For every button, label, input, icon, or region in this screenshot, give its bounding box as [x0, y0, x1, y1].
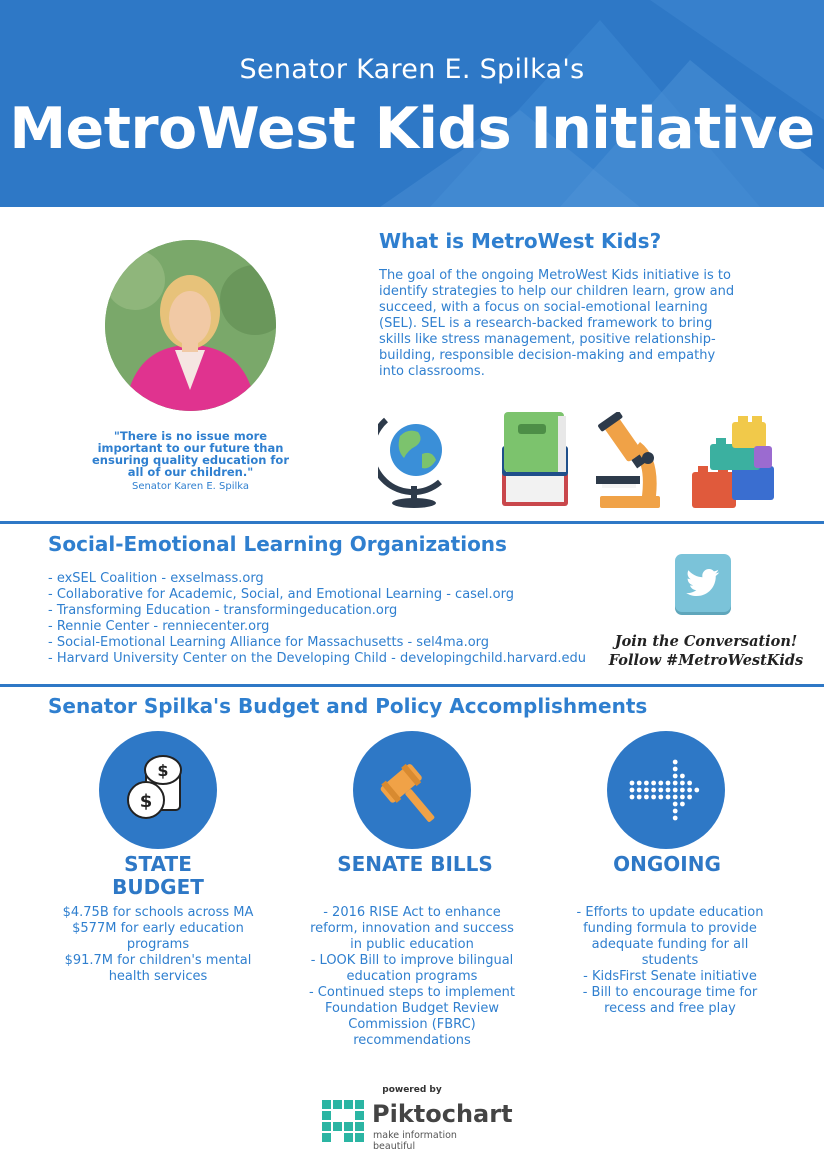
dotted-arrow-icon — [607, 731, 725, 849]
list-item: - Efforts to update education funding formula to provide adequate funding for all students — [576, 905, 764, 968]
join-line-2: Follow #MetroWestKids — [608, 652, 804, 669]
senator-portrait — [105, 240, 276, 411]
intro-heading: What is MetroWest Kids? — [379, 229, 662, 253]
header-subtitle: Senator Karen E. Spilka's — [239, 54, 585, 85]
microscope-icon — [596, 412, 664, 510]
quote-attribution: Senator Karen E. Spilka — [131, 481, 250, 492]
accomplishments-heading: Senator Spilka's Budget and Policy Accomplishments — [48, 694, 648, 718]
blocks-icon — [688, 416, 776, 512]
list-item: $577M for early education programs — [72, 921, 244, 952]
quote-text: "There is no issue more important to our future than ensuring quality education for all of our children." — [91, 429, 290, 479]
state-budget-title: STATE BUDGET — [112, 852, 204, 899]
senate-bills-title: SENATE BILLS — [337, 852, 493, 876]
senator-quote — [88, 430, 293, 492]
list-item: $91.7M for children's mental health services — [64, 953, 252, 984]
organization-item: - Social-Emotional Learning Alliance for Massachusetts - sel4ma.org — [48, 635, 490, 650]
powered-by-text: powered by — [382, 1085, 442, 1095]
twitter-icon[interactable] — [675, 554, 731, 612]
organization-item: - Harvard University Center on the Developing Child - developingchild.harvard.edu — [48, 651, 587, 666]
section-divider — [0, 684, 824, 687]
join-line-1: Join the Conversation! — [614, 633, 798, 650]
organization-item: - Rennie Center - renniecenter.org — [48, 619, 270, 634]
organization-item: - Transforming Education - transformingeducation.org — [48, 603, 398, 618]
coins-icon — [99, 731, 217, 849]
organization-item: - Collaborative for Academic, Social, and Emotional Learning - casel.org — [48, 587, 515, 602]
intro-body: The goal of the ongoing MetroWest Kids initiative is to identify strategies to help our children learn, grow and succeed, with a focus on social-emotional learning (SEL). SEL is a research-backed framework to bring skills like stress management, positive relationship-building, responsible decision-making and empathy into classrooms. — [379, 268, 735, 379]
header-title: MetroWest Kids Initiative — [9, 96, 815, 162]
piktochart-brand: Piktochart — [372, 1100, 513, 1128]
globe-icon — [378, 410, 456, 510]
state-budget-list — [50, 905, 266, 985]
join-conversation — [606, 632, 806, 670]
ongoing-title: ONGOING — [613, 852, 721, 876]
svg-text:$: $ — [139, 791, 153, 812]
piktochart-tagline: make information beautiful — [373, 1130, 457, 1152]
list-item: - 2016 RISE Act to enhance reform, innovation and success in public education — [310, 905, 514, 952]
list-item: - Bill to encourage time for recess and free play — [582, 985, 758, 1016]
gavel-icon — [353, 731, 471, 849]
section-divider — [0, 521, 824, 524]
svg-text:$: $ — [157, 761, 169, 780]
list-item: - KidsFirst Senate initiative — [583, 969, 757, 984]
senate-bills-list — [306, 905, 518, 1049]
books-icon — [500, 410, 572, 508]
list-item: $4.75B for schools across MA — [62, 905, 254, 920]
organizations-heading: Social-Emotional Learning Organizations — [48, 532, 507, 556]
ongoing-list — [564, 905, 776, 1017]
list-item: - Continued steps to implement Foundation Budget Review Commission (FBRC) recommendations — [308, 985, 515, 1048]
header-banner — [0, 0, 824, 207]
piktochart-icon — [322, 1100, 366, 1144]
organizations-list — [48, 571, 586, 667]
organization-item: - exSEL Coalition - exselmass.org — [48, 571, 264, 586]
list-item: - LOOK Bill to improve bilingual education programs — [310, 953, 514, 984]
piktochart-logo[interactable] — [322, 1100, 513, 1152]
